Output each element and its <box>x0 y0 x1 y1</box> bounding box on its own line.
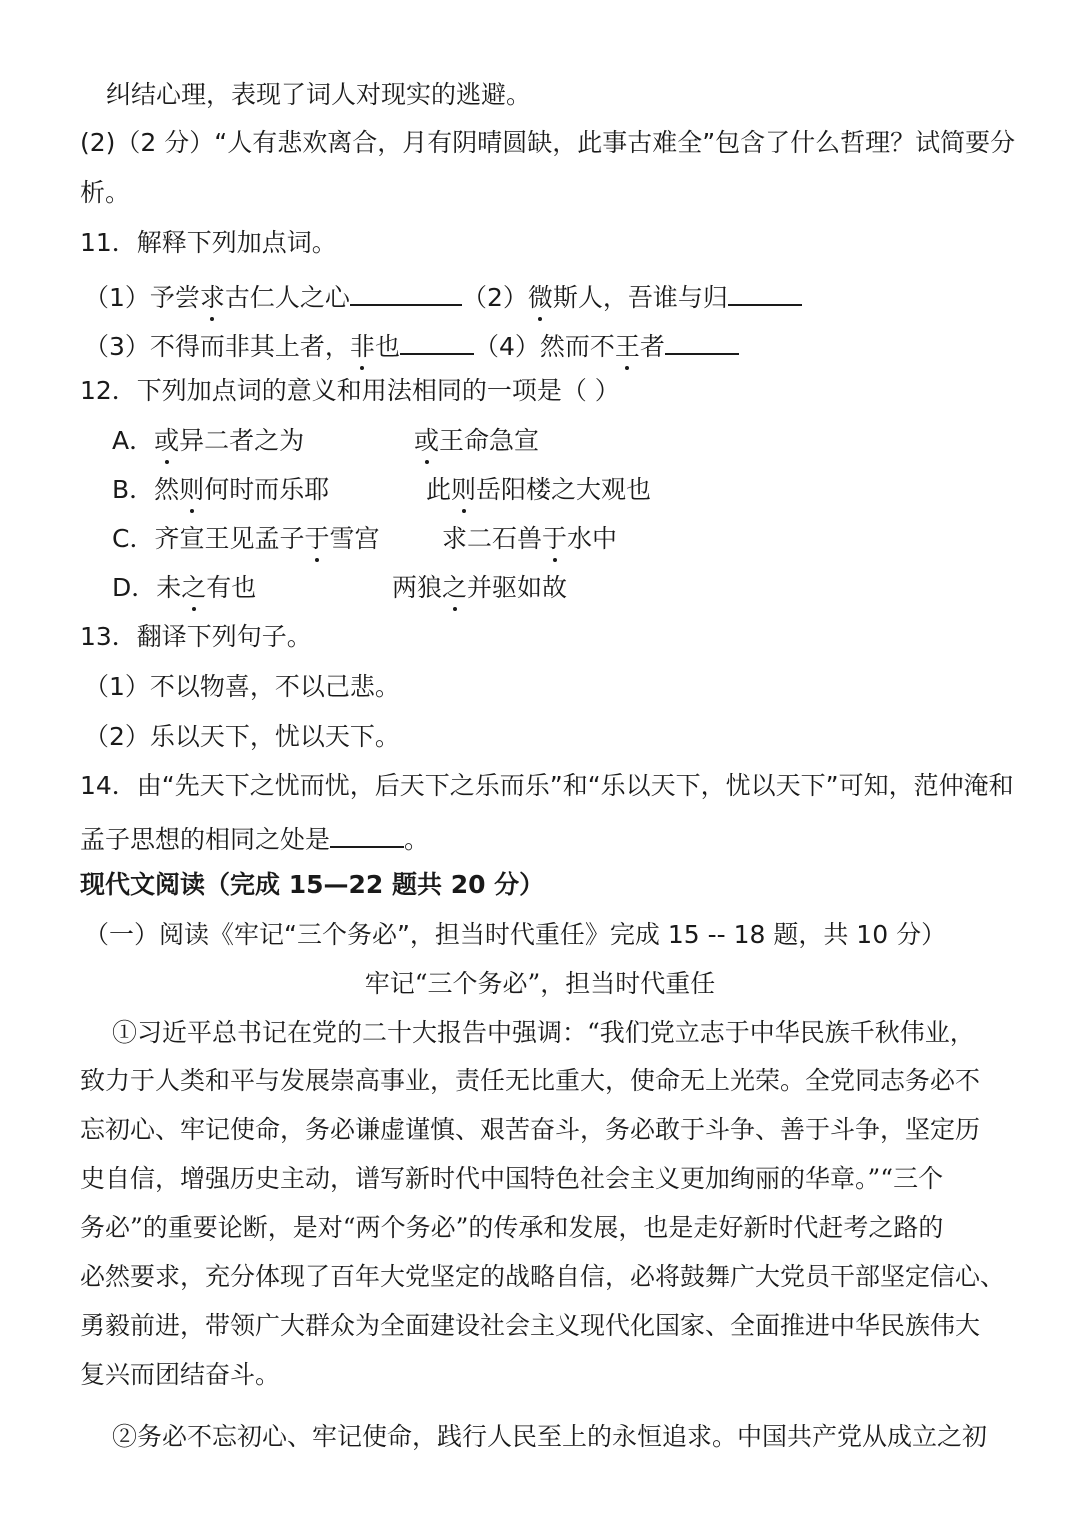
answer-blank[interactable] <box>350 276 462 306</box>
article-paragraph-1: 务必”的重要论断，是对“两个务必”的传承和发展，也是走好新时代赶考之路的 <box>80 1213 944 1242</box>
article-paragraph-1: 勇毅前进，带领广大群众为全面建设社会主义现代化国家、全面推进中华民族伟大 <box>80 1311 981 1340</box>
option-b[interactable]: B．然则何时而乐耶 此则岳阳楼之大观也 <box>112 473 1010 507</box>
option-d[interactable]: D．未之有也 两狼之并驱如故 <box>112 571 1010 605</box>
section-subheading: （一）阅读《牢记“三个务必”，担当时代重任》完成 15 -- 18 题，共 10 分） <box>84 920 947 949</box>
article-paragraph-1: 史自信，增强历史主动，谱写新时代中国特色社会主义更加绚丽的华章。”“三个 <box>80 1164 944 1193</box>
question-11-heading: 11．解释下列加点词。 <box>80 228 337 257</box>
dotted-word: 于 <box>542 522 567 556</box>
text-line: 纠结心理，表现了词人对现实的逃避。 <box>106 80 532 109</box>
question-11-row1: （1）予尝求古仁人之心 （2）微斯人，吾谁与归 <box>84 276 1010 315</box>
question-13-sentence-1: （1）不以物喜，不以己悲。 <box>84 672 400 701</box>
question-13-heading: 13．翻译下列句子。 <box>80 622 312 651</box>
question-14-line-1: 14．由“先天下之忧而忧，后天下之乐而乐”和“乐以天下，忧以天下”可知，范仲淹和 <box>80 771 1014 800</box>
dotted-word: 王 <box>615 330 640 364</box>
answer-blank[interactable] <box>330 818 404 848</box>
dotted-word: 则 <box>179 473 204 507</box>
dotted-word: 微 <box>528 281 553 315</box>
article-paragraph-1: 忘初心、牢记使命，务必谦虚谨慎、艰苦奋斗，务必敢于斗争、善于斗争，坚定历 <box>80 1115 981 1144</box>
question-13-sentence-2: （2）乐以天下，忧以天下。 <box>84 722 400 751</box>
text-line: 析。 <box>80 178 131 207</box>
dotted-word: 之 <box>181 571 206 605</box>
dotted-word: 非 <box>350 330 375 364</box>
section-heading: 现代文阅读（完成 15—22 题共 20 分） <box>80 870 545 899</box>
article-paragraph-1: 必然要求，充分体现了百年大党坚定的战略自信，必将鼓舞广大党员干部坚定信心、 <box>80 1262 1006 1291</box>
dotted-word: 或 <box>414 424 439 458</box>
article-paragraph-1: 复兴而团结奋斗。 <box>80 1360 281 1389</box>
dotted-word: 于 <box>304 522 329 556</box>
question-10-2: (2)（2 分）“人有悲欢离合，月有阴晴圆缺，此事古难全”包含了什么哲理？试简要分 <box>80 128 1016 157</box>
question-11-row2: （3）不得而非其上者，非也 （4）然而不王者 <box>84 325 1010 364</box>
article-paragraph-1: ①习近平总书记在党的二十大报告中强调：“我们党立志于中华民族千秋伟业， <box>112 1018 975 1047</box>
article-paragraph-1: 致力于人类和平与发展崇高事业，责任无比重大，使命无上光荣。全党同志务必不 <box>80 1066 981 1095</box>
dotted-word: 则 <box>451 473 476 507</box>
option-c[interactable]: C．齐宣王见孟子于雪宫 求二石兽于水中 <box>112 522 1010 556</box>
dotted-word: 之 <box>442 571 467 605</box>
article-paragraph-2: ②务必不忘初心、牢记使命，践行人民至上的永恒追求。中国共产党从成立之初 <box>112 1422 988 1451</box>
question-12-heading: 12．下列加点词的意义和用法相同的一项是（ ） <box>80 376 620 405</box>
option-a[interactable]: A．或异二者之为 或王命急宣 <box>112 424 1010 458</box>
answer-blank[interactable] <box>728 276 802 306</box>
answer-blank[interactable] <box>665 325 739 355</box>
dotted-word: 或 <box>154 424 179 458</box>
dotted-word: 求 <box>200 281 225 315</box>
answer-blank[interactable] <box>400 325 474 355</box>
article-title: 牢记“三个务必”，担当时代重任 <box>364 969 716 998</box>
question-14-line-2: 孟子思想的相同之处是 。 <box>80 818 1010 857</box>
